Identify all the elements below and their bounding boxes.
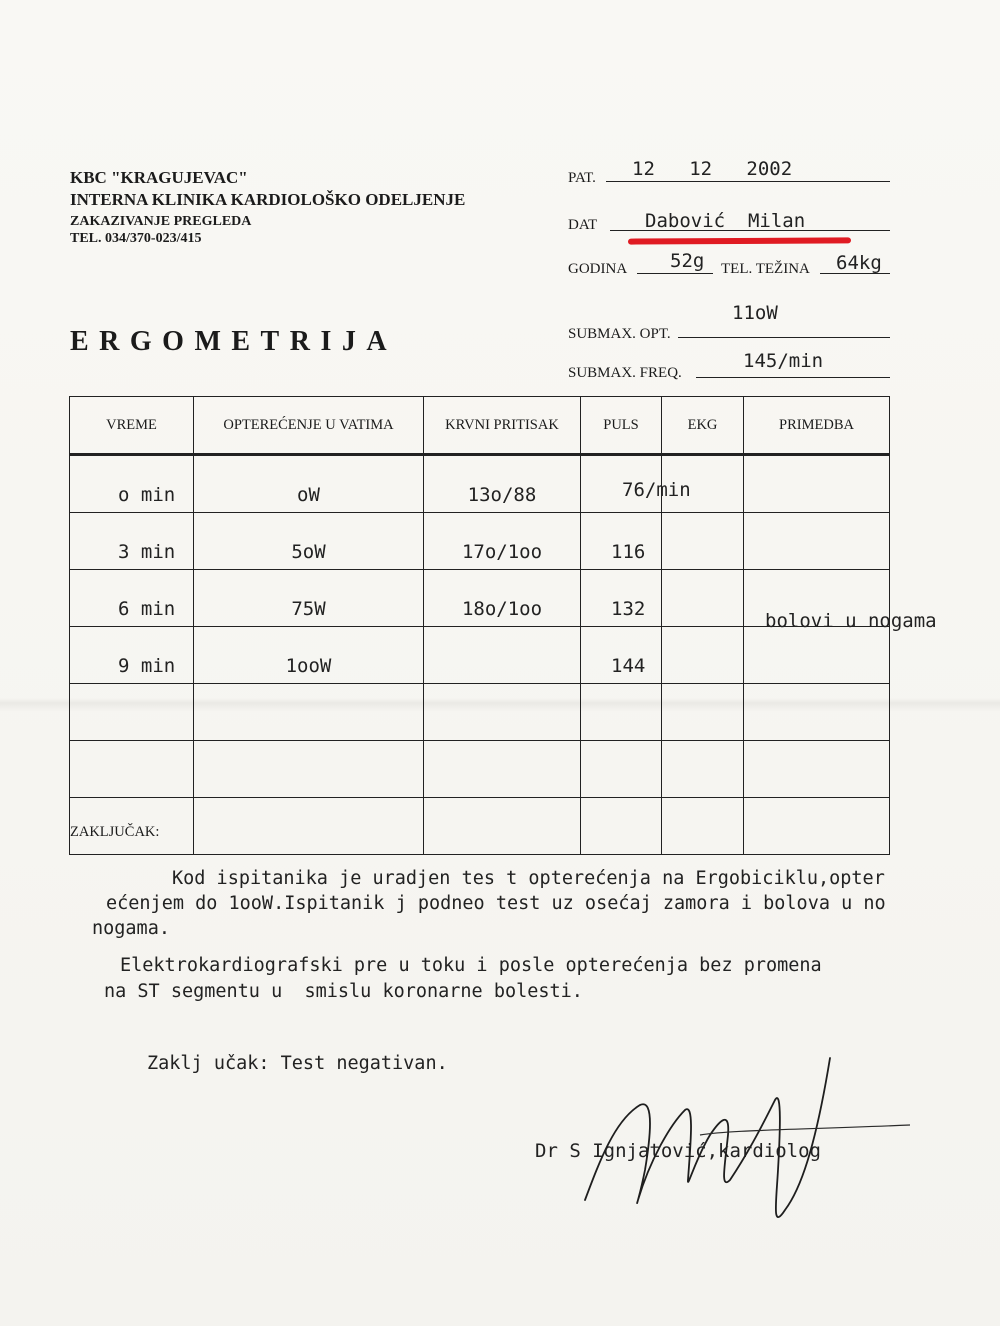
scheduling-label: ZAKAZIVANJE PREGLEDA — [70, 214, 252, 229]
patient-name: Dabović Milan — [645, 210, 806, 232]
cell-bp — [424, 684, 581, 741]
cell-load — [194, 684, 424, 741]
cell-note — [744, 798, 890, 855]
cell-note — [744, 627, 890, 684]
header-vreme: VREME — [70, 397, 194, 455]
pat-line — [606, 181, 890, 182]
cell-puls: 132 — [581, 570, 662, 627]
cell-bp: 18o/1oo — [424, 570, 581, 627]
header-krvni-pritisak: KRVNI PRITISAK — [424, 397, 581, 455]
conclusion-line-1: Kod ispitanika je uradjen tes t opterećenja na Ergobiciklu,opter — [172, 868, 885, 889]
cell-bp — [424, 627, 581, 684]
submax-freq-label: SUBMAX. FREQ. — [568, 365, 682, 381]
handwritten-signature — [560, 1040, 940, 1250]
submax-freq-line — [696, 377, 890, 378]
cell-ekg — [662, 741, 744, 798]
cell-time: 6 min — [70, 570, 194, 627]
table-row — [70, 455, 890, 513]
submax-freq-value: 145/min — [743, 350, 824, 372]
cell-load — [194, 798, 424, 855]
table-row — [70, 627, 890, 684]
tezina-value: 64kg — [836, 252, 882, 274]
pat-label: PAT. — [568, 170, 596, 186]
conclusion-final: Zaklj učak: Test negativan. — [147, 1053, 448, 1074]
institution-name: KBC "KRAGUJEVAC" — [70, 168, 248, 187]
cell-note — [744, 741, 890, 798]
doctor-name: Dr S Ignjatović,kardiolog — [535, 1140, 821, 1162]
dat-label: DAT — [568, 217, 598, 233]
header-primedba: PRIMEDBA — [744, 397, 890, 455]
godina-line — [637, 273, 713, 274]
table-row — [70, 741, 890, 798]
submax-opt-label: SUBMAX. OPT. — [568, 326, 671, 342]
submax-opt-line — [678, 337, 890, 338]
phone-number: TEL. 034/370-023/415 — [70, 231, 202, 246]
table-header-row — [70, 397, 890, 455]
puls-row0-value: 76/min — [622, 479, 691, 501]
cell-bp — [424, 798, 581, 855]
conclusion-label: ZAKLJUČAK: — [70, 824, 160, 840]
cell-bp — [424, 741, 581, 798]
table-row — [70, 513, 890, 570]
cell-time — [70, 684, 194, 741]
cell-time: 9 min — [70, 627, 194, 684]
header-puls: PULS — [581, 397, 662, 455]
red-highlight-underline — [628, 237, 851, 244]
godina-value: 52g — [670, 250, 705, 272]
cell-puls — [581, 741, 662, 798]
clinic-name: INTERNA KLINIKA KARDIOLOŠKO ODELJENJE — [70, 190, 466, 209]
table-row — [70, 798, 890, 855]
cell-load: 1ooW — [194, 627, 424, 684]
cell-ekg — [662, 513, 744, 570]
cell-puls: 116 — [581, 513, 662, 570]
cell-load — [194, 741, 424, 798]
cell-load: 75W — [194, 570, 424, 627]
cell-note — [744, 513, 890, 570]
cell-time — [70, 741, 194, 798]
cell-time: o min — [70, 455, 194, 513]
cell-ekg — [662, 570, 744, 627]
cell-ekg — [662, 684, 744, 741]
header-opterecenje: OPTEREĆENJE U VATIMA — [194, 397, 424, 455]
submax-opt-value: 11oW — [732, 302, 778, 324]
cell-load: 5oW — [194, 513, 424, 570]
conclusion-line-2: ećenjem do 1ooW.Ispitanik j podneo test uz osećaj zamora i bolova u no — [106, 893, 886, 914]
cell-ekg — [662, 627, 744, 684]
cell-puls: 144 — [581, 627, 662, 684]
conclusion-line-5: na ST segmentu u smislu koronarne bolesti. — [104, 981, 583, 1002]
cell-load: oW — [194, 455, 424, 513]
cell-puls — [581, 798, 662, 855]
conclusion-line-3: nogama. — [92, 918, 170, 939]
pat-value: 12 12 2002 — [632, 158, 793, 180]
cell-bp: 17o/1oo — [424, 513, 581, 570]
cell-bp: 13o/88 — [424, 455, 581, 513]
document-title: ERGOMETRIJA — [70, 326, 398, 357]
header-ekg: EKG — [662, 397, 744, 455]
conclusion-line-4: Elektrokardiografski pre u toku i posle opterećenja bez promena — [120, 955, 822, 976]
cell-time: 3 min — [70, 513, 194, 570]
godina-label: GODINA — [568, 261, 628, 277]
cell-puls — [581, 684, 662, 741]
cell-ekg — [662, 798, 744, 855]
tezina-label: TEL. TEŽINA — [721, 261, 810, 277]
note-row3-value: bolovi u nogama — [765, 610, 937, 632]
cell-note — [744, 455, 890, 513]
cell-note — [744, 684, 890, 741]
table-row — [70, 684, 890, 741]
